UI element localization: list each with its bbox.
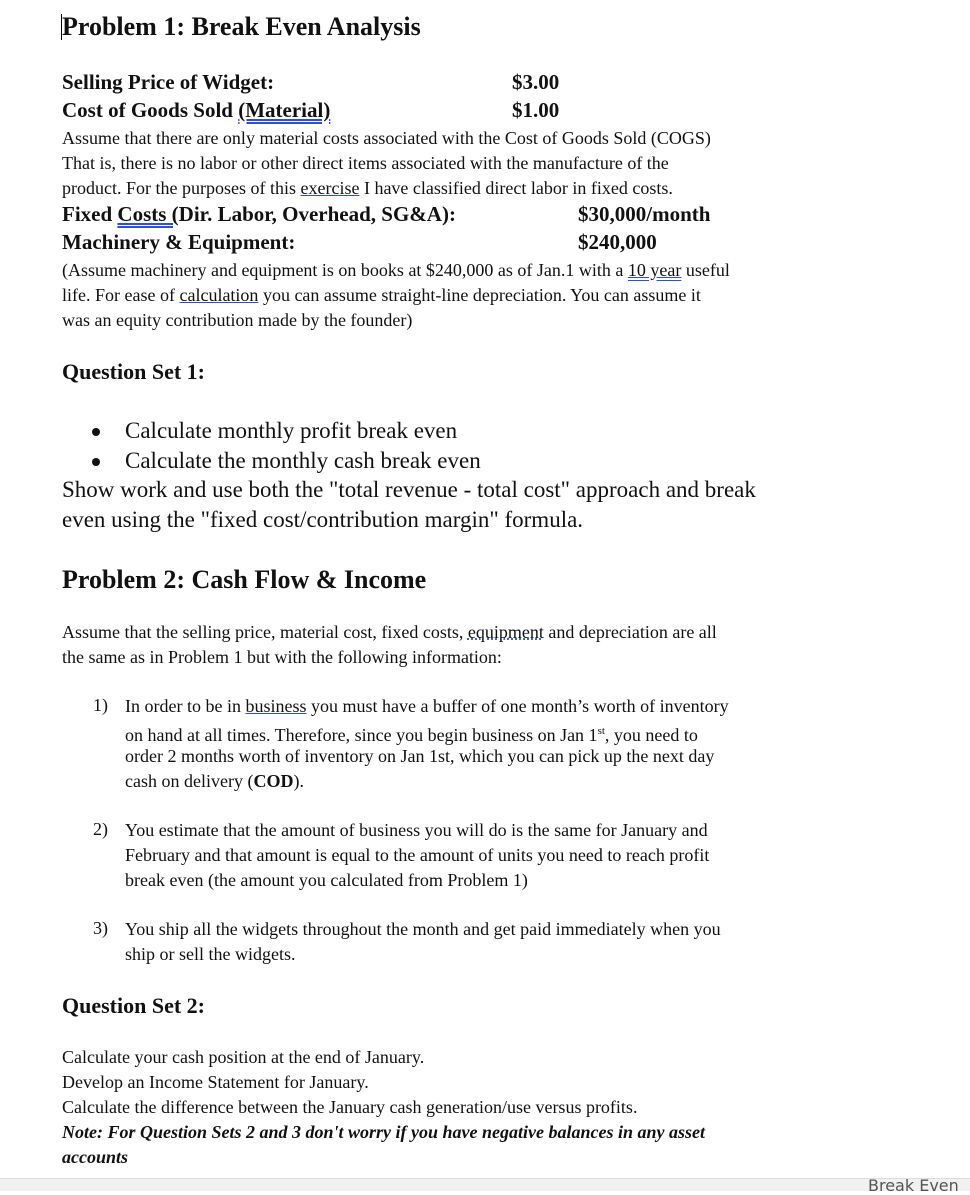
business-link[interactable]: business [245,696,307,716]
note-line-3: was an equity contribution made by the founder) [62,310,413,330]
show-work-line-2: even using the "fixed cost/contribution margin" formula. [62,507,584,532]
item-3-line-2: ship or sell the widgets. [125,944,296,964]
intro-line-1-text: Assume that the selling price, material cost, fixed costs, [62,622,468,642]
assume-line-2: That is, there is no labor or other direct items associated with the manufacture of the [62,153,669,173]
item-2-line-1: You estimate that the amount of business you will do is the same for January and [125,820,708,840]
bullet-dot [92,428,100,436]
fixed-costs-rest: Dir. Labor, Overhead, SG&A): [178,202,456,226]
item-3-line-1: You ship all the widgets throughout the month and get paid immediately when you [125,919,721,939]
list-item-number: 1) [93,695,108,715]
equipment-link[interactable]: equipment [467,622,544,642]
note-bold-line-2: accounts [62,1147,129,1167]
question-set-2-title: Question Set 2: [62,993,205,1018]
calculation-link[interactable]: calculation [179,285,259,305]
bullet-item-1: Calculate monthly profit break even [125,418,458,443]
selling-price-value: $3.00 [512,70,560,94]
bottom-bar [0,1178,970,1191]
machinery-value: $240,000 [578,230,657,254]
item-1-line-1 [125,694,729,719]
item-1-line-4 [125,769,304,794]
item-1-line-4-text: cash on delivery ( [125,771,254,791]
item-1-line-1-text: In order to be in [125,696,246,716]
list-item-number: 2) [93,819,108,839]
note-line-2-rest: you can assume straight-line depreciation. You can assume it [258,285,701,305]
question-line-1: Calculate your cash position at the end of January. [62,1047,425,1067]
bullet-dot [92,458,100,466]
problem2-title: Problem 2: Cash Flow & Income [62,565,427,594]
ten-year-link[interactable]: 10 year [627,260,682,280]
item-1-line-4-rest: ). [293,771,304,791]
cogs-label [62,98,330,123]
assume-line-3 [62,176,673,201]
fixed-costs-label [62,202,456,227]
assume-line-3-rest: I have classified direct labor in fixed costs. [359,178,673,198]
cogs-label-link[interactable]: (Material) [238,98,331,122]
bullet-item-2: Calculate the monthly cash break even [125,448,481,473]
item-1-line-3: order 2 months worth of inventory on Jan 1st, which you can pick up the next day [125,746,715,766]
selling-price-label: Selling Price of Widget: [62,70,275,94]
intro-line-1 [62,620,717,645]
item-2-line-2: February and that amount is equal to the amount of units you need to reach profit [125,845,710,865]
note-line-1-text: (Assume machinery and equipment is on books at $240,000 as of Jan.1 with a [62,260,628,280]
exercise-link[interactable]: exercise [300,178,360,198]
problem1-title: Problem 1: Break Even Analysis [62,12,421,41]
note-line-1-rest: useful [681,260,730,280]
note-line-1 [62,258,730,283]
item-1-line-2-text: on hand at all times. Therefore, since you begin business on Jan 1 [125,725,598,745]
intro-line-2: the same as in Problem 1 but with the following information: [62,647,502,667]
fixed-costs-link[interactable]: Costs ( [117,202,179,226]
show-work-line-1: Show work and use both the "total revenue - total cost" approach and break [62,477,756,502]
cogs-label-text: Cost of Goods Sold [62,98,239,122]
fixed-costs-text: Fixed [62,202,118,226]
intro-line-1-rest: and depreciation are all [543,622,717,642]
note-bold-line-1: Note: For Question Sets 2 and 3 don't worry if you have negative balances in any asset [62,1122,706,1142]
question-line-2: Develop an Income Statement for January. [62,1072,369,1092]
item-2-line-3: break even (the amount you calculated from Problem 1) [125,870,528,890]
machinery-label: Machinery & Equipment: [62,230,296,254]
list-item-number: 3) [93,918,108,938]
note-line-2 [62,283,701,308]
item-1-line-2-rest: , you need to [604,725,698,745]
cogs-value: $1.00 [512,98,560,122]
note-line-2-text: life. For ease of [62,285,180,305]
footer-label: Break Even [868,1176,959,1195]
question-set-1-title: Question Set 1: [62,359,205,384]
cod-bold: COD [253,771,294,791]
item-1-line-1-rest: you must have a buffer of one month’s worth of inventory [306,696,729,716]
assume-line-1: Assume that there are only material costs associated with the Cost of Goods Sold (COGS) [62,128,711,148]
assume-line-3-text: product. For the purposes of this [62,178,301,198]
question-line-3: Calculate the difference between the January cash generation/use versus profits. [62,1097,638,1117]
fixed-costs-value: $30,000/month [578,202,711,226]
superscript-st: st [597,725,605,737]
